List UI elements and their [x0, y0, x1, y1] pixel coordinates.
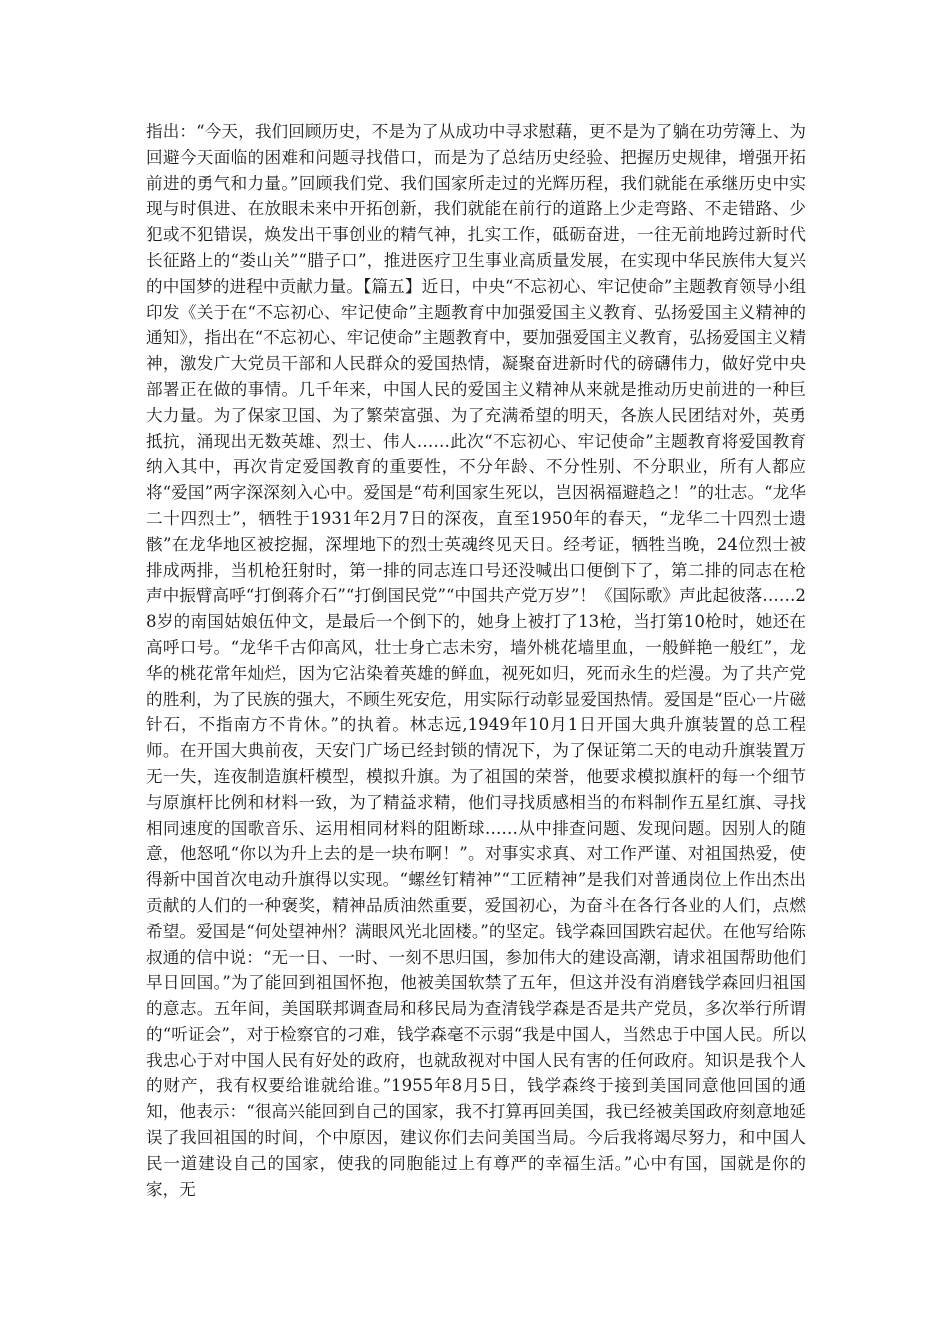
- body-text: 指出：“今天，我们回顾历史，不是为了从成功中寻求慰藉，更不是为了躺在功劳簿上、为回避今天面临的困难和问题寻找借口，而是为了总结历史经验、把握历史规律，增强开拓前进的勇气和力量。”回顾我们党、我们国家所走过的光辉历程，我们就能在承继历史中实现与时俱进、在放眼未来中开拓创新，我们就能在前行的道路上少走弯路、不走错路、少犯或不犯错误，焕发出干事创业的精气神，扎实工作，砥砺奋进，一往无前地跨过新时代长征路上的“娄山关”“腊子口”，推进医疗卫生事业高质量发展，在实现中华民族伟大复兴的中国梦的进程中贡献力量。【篇五】近日，中央“不忘初心、牢记使命”主题教育领导小组印发《关于在“不忘初心、牢记使命”主题教育中加强爱国主义教育、弘扬爱国主义精神的通知》，指出在“不忘初心、牢记使命”主题教育中，要加强爱国主义教育，弘扬爱国主义精神，激发广大党员干部和人民群众的爱国热情，凝聚奋进新时代的磅礴伟力，做好党中央部署正在做的事情。几千年来，中国人民的爱国主义精神从来就是推动历史前进的一种巨大力量。为了保家卫国、为了繁荣富强、为了充满希望的明天，各族人民团结对外，英勇抵抗，涌现出无数英雄、烈士、伟人……此次“不忘初心、牢记使命”主题教育将爱国教育纳入其中，再次肯定爱国教育的重要性，不分年龄、不分性别、不分职业，所有人都应将“爱国”两字深深刻入心中。爱国是“苟利国家生死以，岂因祸福避趋之！”的壮志。“龙华二十四烈士”，牺牲于1931年2月7日的深夜，直至1950年的春天，“龙华二十四烈士遗骸”在龙华地区被挖掘，深埋地下的烈士英魂终见天日。经考证，牺牲当晚，24位烈士被排成两排，当机枪狂射时，第一排的同志连口号还没喊出口便倒下了，第二排的同志在枪声中振臂高呼“打倒蒋介石”“打倒国民党”“中国共产党万岁”！《国际歌》声此起彼落……28岁的南国姑娘伍仲文，是最后一个倒下的，她身上被打了13枪，当打第10枪时，她还在高呼口号。“龙华千古仰高风，壮士身亡志未穷，墙外桃花墙里血，一般鲜艳一般红”，龙华的桃花常年灿烂，因为它沾染着英雄的鲜血，视死如归，死而永生的烂漫。为了共产党的胜利，为了民族的强大，不顾生死安危，用实际行动彰显爱国热情。爱国是“臣心一片磁针石，不指南方不肯休。”的执着。林志远,1949年10月1日开国大典升旗装置的总工程师。在开国大典前夜，天安门广场已经封锁的情况下，为了保证第二天的电动升旗装置万无一失，连夜制造旗杆模型，模拟升旗。为了祖国的荣誉，他要求模拟旗杆的每一个细节与原旗杆比例和材料一致，为了精益求精，他们寻找质感相当的布料制作五星红旗、寻找相同速度的国歌音乐、运用相同材料的阻断球……从中排查问题、发现问题。因别人的随意，他怒吼“你以为升上去的是一块布啊！”。对事实求真、对工作严谨、对祖国热爱，使得新中国首次电动升旗得以实现。“螺丝钉精神”“工匠精神”是我们对普通岗位上作出杰出贡献的人们的一种褒奖，精神品质油然重要，爱国初心，为奋斗在各行各业的人们，点燃希望。爱国是“何处望神州？满眼风光北固楼。”的坚定。钱学森回国跌宕起伏。在他写给陈叔通的信中说：“无一日、一时、一刻不思归国，参加伟大的建设高潮，请求祖国帮助他们早日回国。”为了能回到祖国怀抱，他被美国软禁了五年，但这并没有消磨钱学森回归祖国的意志。五年间，美国联邦调查局和移民局为查清钱学森是否是共产党员，多次举行所谓的“听证会”，对于检察官的刁难，钱学森毫不示弱“我是中国人，当然忠于中国人民。所以我忠心于对中国人民有好处的政府，也就敌视对中国人民有害的任何政府。知识是我个人的财产，我有权要给谁就给谁。”1955年8月5日，钱学森终于接到美国同意他回国的通知，他表示：“很高兴能回到自己的国家，我不打算再回美国，我已经被美国政府刻意地延误了我回祖国的时间，个中原因，建议你们去问美国当局。今后我将竭尽努力，和中国人民一道建设自己的国家，使我的同胞能过上有尊严的幸福生活。”心中有国，国就是你的家，无: [146, 122, 806, 1199]
